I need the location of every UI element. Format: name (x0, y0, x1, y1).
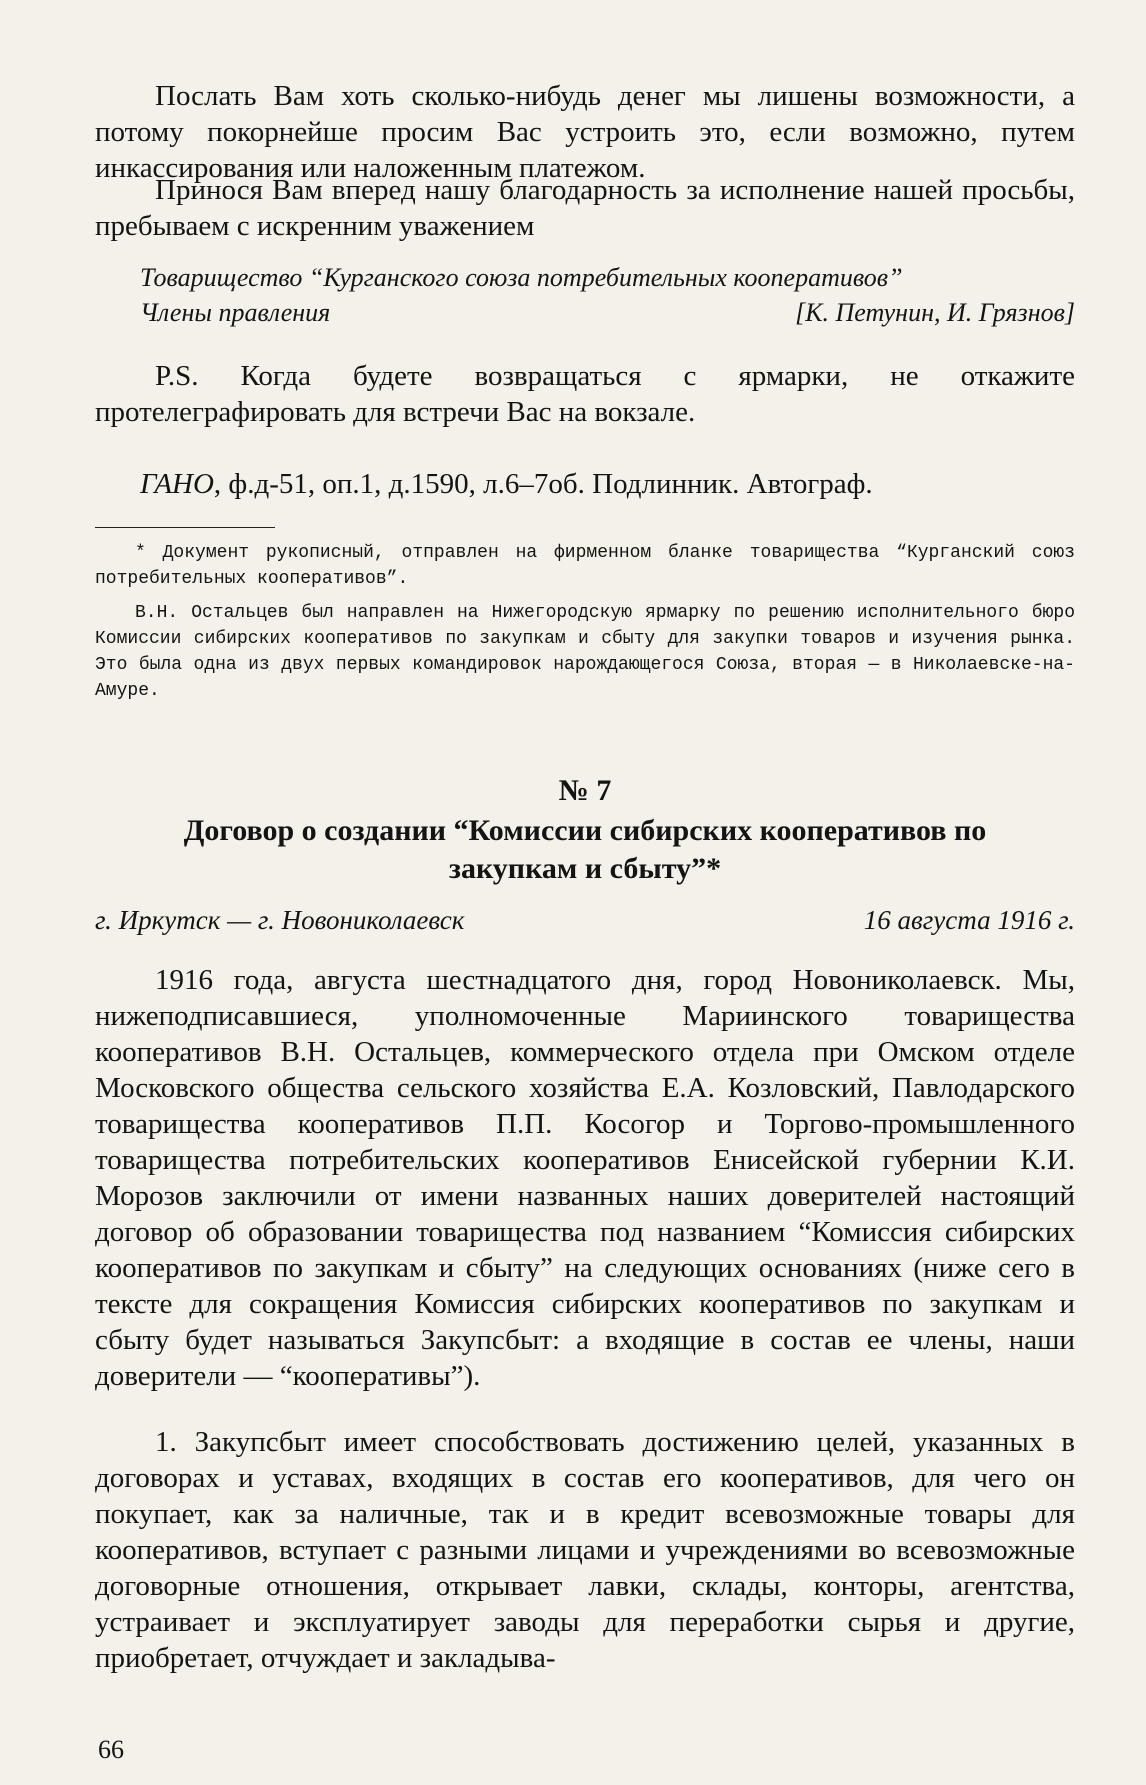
contract-paragraph-2: 1. Закупсбыт имеет способствовать достижению целей, указанных в договорах и уставах, входящих в состав его кооперативов, для чего он покупает, как за наличные, так и в кредит всевозможные товары для кооперативов, вступает с разными лицами и учреждениями во всевозможные договорные отношения, открывает лавки, склады, конторы, агентства, устраивает и эксплуатирует заводы для переработки сырья и другие, приобретает, отчуждает и закладыва- (95, 1426, 1075, 1674)
contract-paragraph-1: 1916 года, августа шестнадцатого дня, город Новониколаевск. Мы, нижеподписавшиеся, уполномоченные Мариинского товарищества кооперативов В.Н. Остальцев, коммерческого отдела при Омском отделе Московского общества сельского хозяйства Е.А. Козловский, Павлодарского товарищества кооперативов П.П. Косогор и Торгово-промышленного товарищества потребительских кооперативов Енисейской губернии К.И. Морозов заключили от имени названных наших доверителей настоящий договор об образовании товарищества под названием “Комиссия сибирских кооперативов по закупкам и сбыту” на следующих основаниях (ниже сего в тексте для сокращения Комиссия сибирских кооперативов по закупкам и сбыту будет называться Закупсбыт: а входящие в состав ее члены, наши доверители — “кооперативы”). (95, 964, 1075, 1392)
letter-paragraph-2: Принося Вам вперед нашу благодарность за исполнение нашей просьбы, пребываем с искренним уважением (95, 174, 1075, 242)
archive-reference (140, 466, 873, 502)
archive-details: , ф.д-51, оп.1, д.1590, л.6–7об. Подлинник. Автограф. (213, 468, 873, 500)
signature-names: [К. Петунин, И. Грязнов] (795, 298, 1075, 327)
footnote-2: В.Н. Остальцев был направлен на Нижегородскую ярмарку по решению исполнительного бюро Комиссии сибирских кооперативов по закупкам и сбыту для закупки товаров и изучения рынка. Это была одна из двух первых командировок нарождающегося Союза, вторая — в Николаевске-на-Амуре. (95, 603, 1075, 701)
footnote-1: * Документ рукописный, отправлен на фирменном бланке товарищества “Курганский союз потребительных кооперативов”. (95, 543, 1075, 589)
signature-board: Члены правления (140, 298, 331, 327)
archive-abbreviation: ГАНО (140, 468, 214, 500)
document-title-line-1: Договор о создании “Комиссии сибирских кооперативов по (183, 814, 987, 847)
footnote-divider (95, 527, 275, 528)
document-number: № 7 (558, 774, 612, 807)
document-date: 16 августа 1916 г. (863, 905, 1075, 935)
document-title-line-2: закупкам и сбыту”* (448, 852, 722, 885)
document-place: г. Иркутск — г. Новониколаевск (95, 905, 465, 935)
page-number: 66 (98, 1735, 124, 1764)
postscript: P.S. Когда будете возвращаться с ярмарки, не откажите протелеграфировать для встречи Вас на вокзале. (95, 360, 1075, 428)
signature-organization: Товарищество “Курганского союза потребительных кооперативов” (140, 263, 903, 292)
letter-paragraph-1: Послать Вам хоть сколько-нибудь денег мы лишены возможности, а потому покорнейше просим Вас устроить это, если возможно, путем инкассирования или наложенным платежом. (95, 80, 1075, 184)
